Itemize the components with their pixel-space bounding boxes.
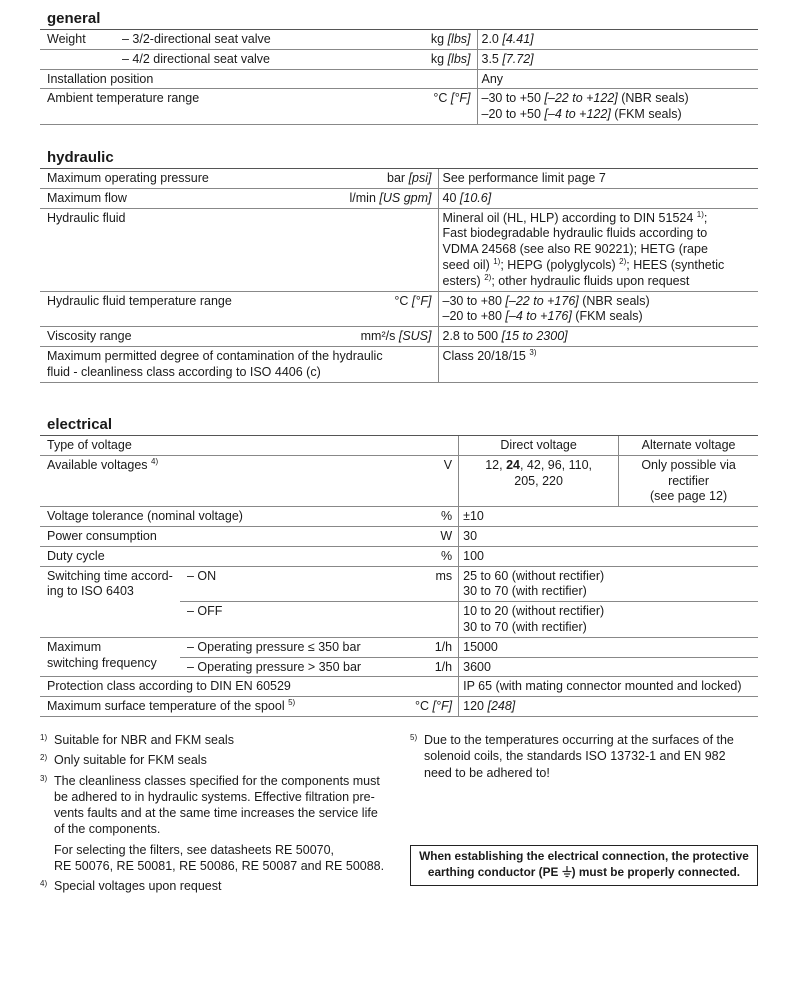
table-row bbox=[40, 208, 758, 291]
tol-unit: % bbox=[408, 507, 459, 527]
prot-value: IP 65 (with mating connector mounted and locked) bbox=[459, 677, 758, 697]
flow-label: Maximum flow bbox=[40, 188, 328, 208]
dc-label: Direct voltage bbox=[459, 436, 619, 455]
table-row bbox=[40, 526, 758, 546]
surf-label: Maximum surface temperature of the spool $^{5)}$ bbox=[40, 697, 408, 717]
footnote-3: 3) The cleanliness classes specified for the components must be adhered to in hydraulic systems. Effective filtration pre- vents faults and at the same time increases the service life of the components. For selecting the filters, see datasheets RE 50070, RE 50076, RE 50081, RE 50086, RE 50087 and RE 50088. bbox=[40, 773, 385, 874]
tol-label: Voltage tolerance (nominal voltage) bbox=[40, 507, 408, 527]
visc-unit: mm²/s [SUS] bbox=[328, 327, 438, 347]
pressure-label: Maximum operating pressure bbox=[40, 169, 328, 188]
weight-unit: kg [lbs] bbox=[365, 30, 477, 49]
general-title: general bbox=[40, 8, 758, 30]
switching-on-value: 25 to 60 (without rectifier) 30 to 70 (with rectifier) bbox=[459, 566, 758, 602]
weight-unit: kg [lbs] bbox=[365, 49, 477, 69]
surf-unit: °C [°F] bbox=[408, 697, 459, 717]
table-row bbox=[40, 546, 758, 566]
dc-voltages: 12, 24, 42, 96, 110, 205, 220 bbox=[459, 455, 619, 506]
install-label: Installation position bbox=[40, 69, 477, 89]
table-row bbox=[40, 89, 758, 125]
contam-value: Class 20/18/15 $^{3)}$ bbox=[438, 346, 758, 382]
switching-off-value: 10 to 20 (without rectifier) 30 to 70 (with rectifier) bbox=[459, 602, 758, 638]
footnote-2: 2) Only suitable for FKM seals bbox=[40, 753, 207, 768]
freq-label: Maximum switching frequency bbox=[40, 637, 180, 677]
table-row bbox=[40, 436, 758, 455]
freq-unit: 1/h bbox=[408, 637, 459, 657]
fluid-label: Hydraulic fluid bbox=[40, 208, 438, 291]
table-row bbox=[40, 677, 758, 697]
contam-label: Maximum permitted degree of contamination of the hydraulic fluid - cleanliness class according to ISO 4406 (c) bbox=[40, 346, 438, 382]
electrical-section bbox=[40, 414, 758, 717]
switching-on-label: – ON bbox=[180, 566, 408, 602]
power-unit: W bbox=[408, 526, 459, 546]
table-row bbox=[40, 69, 758, 89]
table-row bbox=[40, 455, 758, 506]
hydraulic-section bbox=[40, 147, 758, 383]
weight-32-label: – 3/2-directional seat valve bbox=[115, 30, 365, 49]
visc-label: Viscosity range bbox=[40, 327, 328, 347]
ambient-value: –30 to +50 [–22 to +122] (NBR seals) –20 to +50 [–4 to +122] (FKM seals) bbox=[477, 89, 758, 125]
pressure-unit: bar [psi] bbox=[328, 169, 438, 188]
ac-label: Alternate voltage bbox=[619, 436, 758, 455]
table-row bbox=[40, 188, 758, 208]
footnotes-right bbox=[410, 732, 760, 781]
weight-label: Weight bbox=[40, 30, 115, 49]
earth-ground-icon bbox=[562, 866, 572, 883]
table-row bbox=[40, 169, 758, 188]
fluid-value: Mineral oil (HL, HLP) according to DIN 51524 $^{1)}$; Fast biodegradable hydraulic fluids according to VDMA 24568 (see also RE 90221); HETG (rape seed oil) $^{1)}$; HEPG (polyglycols) $^{2)}$; HEES (synthetic esters) $^{2)}$; other hydraulic fluids upon request bbox=[438, 208, 758, 291]
table-row bbox=[40, 566, 758, 602]
table-row bbox=[40, 637, 758, 657]
electrical-table bbox=[40, 436, 758, 717]
freq-b-value: 3600 bbox=[459, 657, 758, 677]
flow-value: 40 [10.6] bbox=[438, 188, 758, 208]
freq-b-label: – Operating pressure > 350 bar bbox=[180, 657, 408, 677]
surf-value: 120 [248] bbox=[459, 697, 758, 717]
ftemp-unit: °C [°F] bbox=[328, 291, 438, 327]
table-row bbox=[40, 507, 758, 527]
table-row bbox=[40, 327, 758, 347]
weight-32-value: 2.0 [4.41] bbox=[477, 30, 758, 49]
earthing-warning: When establishing the electrical connection, the protective earthing conductor (PE ) must be properly connected. bbox=[410, 845, 758, 886]
ambient-unit: °C [°F] bbox=[365, 89, 477, 125]
install-value: Any bbox=[477, 69, 758, 89]
ambient-label: Ambient temperature range bbox=[40, 89, 365, 125]
freq-a-value: 15000 bbox=[459, 637, 758, 657]
flow-unit: l/min [US gpm] bbox=[328, 188, 438, 208]
table-row bbox=[40, 346, 758, 382]
ftemp-label: Hydraulic fluid temperature range bbox=[40, 291, 328, 327]
weight-42-label: – 4/2 directional seat valve bbox=[115, 49, 365, 69]
ftemp-value: –30 to +80 [–22 to +176] (NBR seals) –20 to +80 [–4 to +176] (FKM seals) bbox=[438, 291, 758, 327]
freq-unit: 1/h bbox=[408, 657, 459, 677]
hydraulic-table bbox=[40, 169, 758, 383]
duty-label: Duty cycle bbox=[40, 546, 408, 566]
footnotes-left bbox=[40, 732, 400, 895]
weight-42-value: 3.5 [7.72] bbox=[477, 49, 758, 69]
avail-label: Available voltages $^{4)}$ bbox=[40, 455, 408, 506]
ac-voltages: Only possible via rectifier (see page 12) bbox=[619, 455, 758, 506]
freq-a-label: – Operating pressure ≤ 350 bar bbox=[180, 637, 408, 657]
electrical-title: electrical bbox=[40, 414, 758, 436]
footnote-1: 1) Suitable for NBR and FKM seals bbox=[40, 733, 234, 747]
pressure-value: See performance limit page 7 bbox=[438, 169, 758, 188]
visc-value: 2.8 to 500 [15 to 2300] bbox=[438, 327, 758, 347]
duty-unit: % bbox=[408, 546, 459, 566]
switching-off-label: – OFF bbox=[180, 602, 408, 638]
power-label: Power consumption bbox=[40, 526, 408, 546]
footnote-5: 5) Due to the temperatures occurring at the surfaces of the solenoid coils, the standards ISO 13732-1 and EN 982 need to be adhered to! bbox=[410, 733, 734, 780]
tol-value: ±10 bbox=[459, 507, 758, 527]
general-table bbox=[40, 30, 758, 125]
hydraulic-title: hydraulic bbox=[40, 147, 758, 169]
switching-label: Switching time accord- ing to ISO 6403 bbox=[40, 566, 180, 637]
table-row bbox=[40, 30, 758, 49]
table-row bbox=[40, 49, 758, 69]
general-section bbox=[40, 8, 758, 125]
duty-value: 100 bbox=[459, 546, 758, 566]
footnote-4: 4) Special voltages upon request bbox=[40, 879, 222, 894]
prot-label: Protection class according to DIN EN 60529 bbox=[40, 677, 459, 697]
table-row bbox=[40, 291, 758, 327]
power-value: 30 bbox=[459, 526, 758, 546]
switching-unit: ms bbox=[408, 566, 459, 602]
table-row bbox=[40, 697, 758, 717]
voltage-type-label: Type of voltage bbox=[40, 436, 459, 455]
avail-unit: V bbox=[408, 455, 459, 506]
